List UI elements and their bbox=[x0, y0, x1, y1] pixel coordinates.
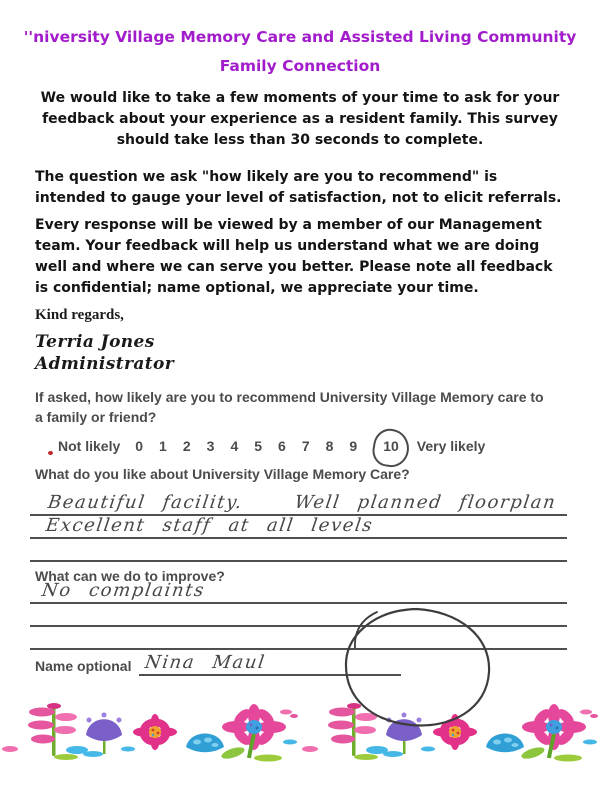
scale-value-6: 6 bbox=[278, 438, 286, 454]
scale-value-9: 9 bbox=[349, 438, 358, 454]
handwritten-name: Nina Maul bbox=[143, 652, 268, 673]
page-title-line1: ''niversity Village Memory Care and Assisted Living Community bbox=[23, 28, 577, 46]
scale-value-8: 8 bbox=[325, 438, 334, 454]
handwritten-like-answer-1: Beautiful facility. Well planned floorplan bbox=[46, 492, 558, 513]
handwritten-improve-answer: No complaints bbox=[40, 580, 207, 601]
like-answer-area bbox=[30, 493, 567, 562]
scale-low-label: Not likely bbox=[58, 438, 121, 454]
kind-regards: Kind regards, bbox=[35, 307, 124, 323]
selected-rating-circle: 10 bbox=[383, 438, 399, 454]
administrator-role: Administrator bbox=[35, 354, 175, 374]
red-pen-dot bbox=[48, 451, 53, 455]
answer-line bbox=[30, 539, 567, 562]
handwritten-like-answer-2: Excellent staff at all levels bbox=[44, 515, 375, 536]
gauge-paragraph: The question we ask "how likely are you to recommend" is intended to gauge your level of satisfaction, not to elicit referrals. bbox=[35, 169, 562, 206]
answer-line bbox=[30, 627, 567, 650]
administrator-name: Terria Jones bbox=[35, 332, 155, 352]
intro-paragraph: We would like to take a few moments of your time to ask for your feedback about your experience as a resident family. This survey should take less than 30 seconds to complete. bbox=[40, 90, 560, 148]
scale-value-3: 3 bbox=[206, 438, 215, 454]
scale-value-1: 1 bbox=[159, 438, 167, 454]
page-title-line2: Family Connection bbox=[219, 57, 381, 75]
flower-border bbox=[0, 702, 600, 764]
name-answer-line bbox=[139, 652, 401, 676]
answer-line bbox=[30, 493, 567, 516]
scale-value-7: 7 bbox=[301, 438, 310, 454]
name-optional-label: Name optional bbox=[35, 658, 132, 674]
improve-answer-area bbox=[30, 581, 567, 650]
like-question: What do you like about University Village Memory Care? bbox=[35, 466, 410, 482]
scale-value-2: 2 bbox=[182, 438, 191, 454]
scale-value-0: 0 bbox=[135, 438, 144, 454]
scale-value-5: 5 bbox=[254, 438, 263, 454]
signoff-block bbox=[35, 331, 570, 375]
name-optional-row bbox=[35, 652, 401, 676]
scale-high-label: Very likely bbox=[416, 438, 486, 454]
response-paragraph: Every response will be viewed by a member of our Management team. Your feedback will help us understand what we are doing well and where we can serve you better. Please note all feedback is confidential; name optional, we appreciate your time. bbox=[35, 217, 553, 296]
rating-scale bbox=[58, 438, 485, 454]
scale-value-4: 4 bbox=[230, 438, 239, 454]
answer-line bbox=[30, 516, 567, 539]
recommend-question: If asked, how likely are you to recommend University Village Memory care to a family or friend? bbox=[35, 389, 544, 425]
answer-line bbox=[30, 604, 567, 627]
improve-question: What can we do to improve? bbox=[35, 568, 225, 584]
answer-line bbox=[30, 581, 567, 604]
